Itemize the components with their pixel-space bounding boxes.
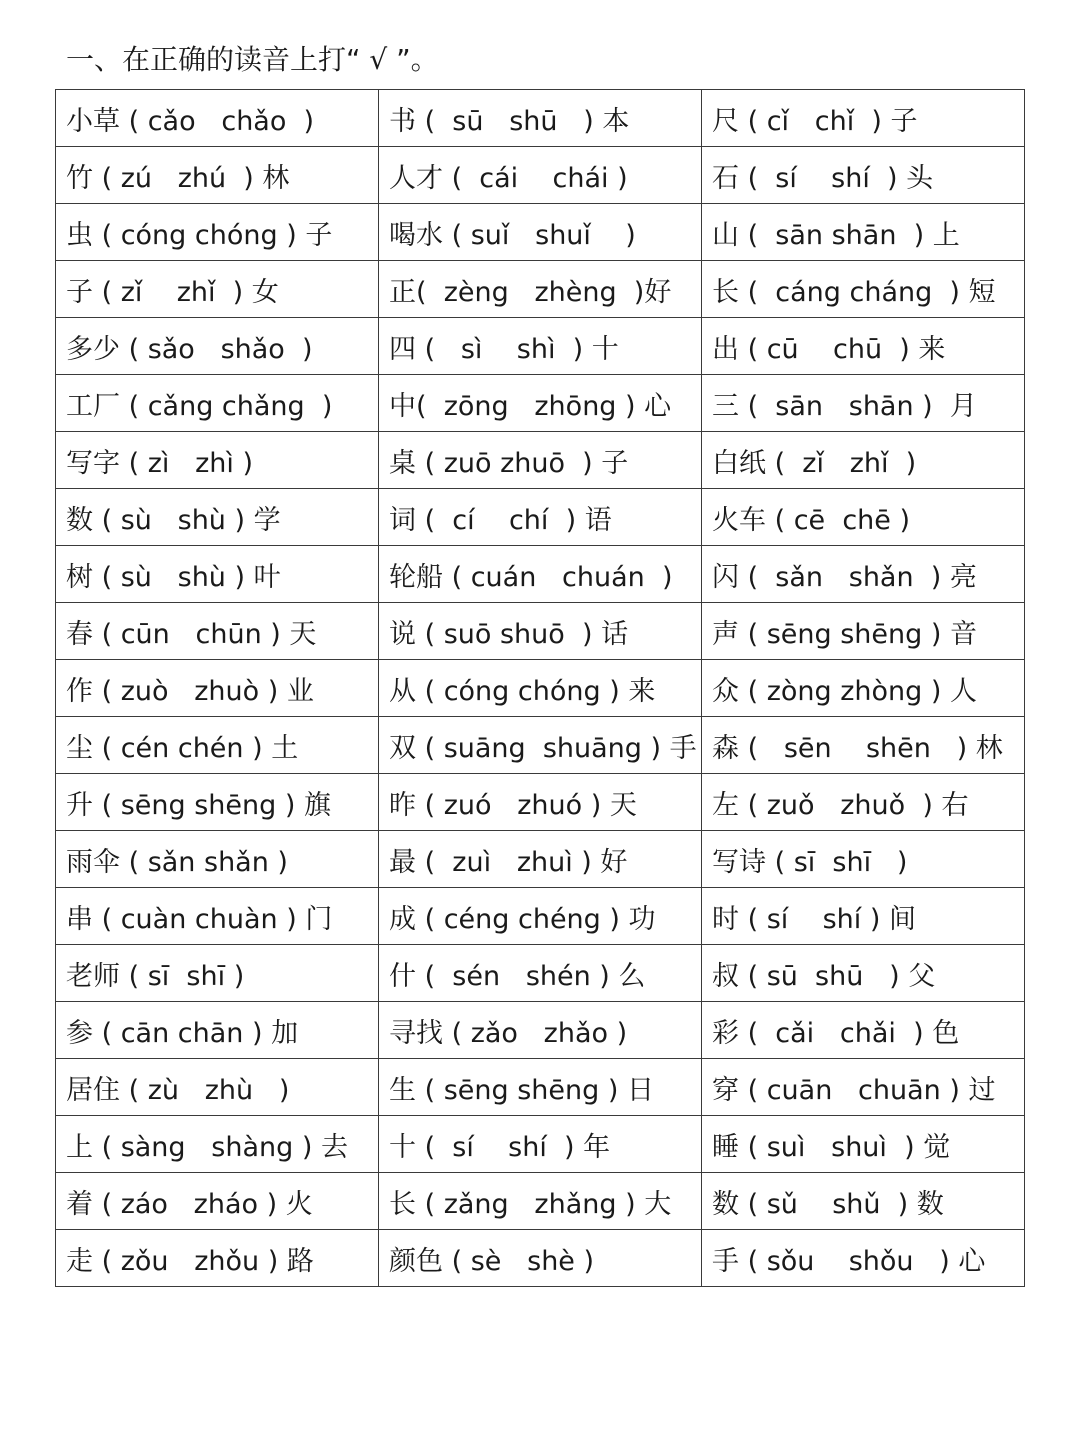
pinyin-cell: 叔 ( sū shū ) 父 [702,945,1025,1002]
table-row [56,945,1025,1002]
pinyin-cell: 小草 ( cǎo chǎo ) [56,90,379,147]
pinyin-cell: 写诗 ( sī shī ) [702,831,1025,888]
pinyin-cell: 石 ( sí shí ) 头 [702,147,1025,204]
pinyin-cell: 长 ( cáng cháng ) 短 [702,261,1025,318]
pinyin-cell: 火车 ( cē chē ) [702,489,1025,546]
pinyin-cell: 双 ( suāng shuāng ) 手 [379,717,702,774]
pinyin-cell: 数 ( sù shù ) 学 [56,489,379,546]
pinyin-cell: 生 ( sēng shēng ) 日 [379,1059,702,1116]
table-row [56,1173,1025,1230]
table-row [56,147,1025,204]
pinyin-cell: 桌 ( zuō zhuō ) 子 [379,432,702,489]
table-row [56,432,1025,489]
pinyin-cell: 什 ( sén shén ) 么 [379,945,702,1002]
pinyin-cell: 春 ( cūn chūn ) 天 [56,603,379,660]
pinyin-cell: 说 ( suō shuō ) 话 [379,603,702,660]
pinyin-cell: 树 ( sù shù ) 叶 [56,546,379,603]
pinyin-cell: 出 ( cū chū ) 来 [702,318,1025,375]
pinyin-cell: 喝水 ( suǐ shuǐ ) [379,204,702,261]
pinyin-cell: 数 ( sǔ shǔ ) 数 [702,1173,1025,1230]
pinyin-cell: 颜色 ( sè shè ) [379,1230,702,1287]
pinyin-cell: 三 ( sān shān ) 月 [702,375,1025,432]
pinyin-cell: 睡 ( suì shuì ) 觉 [702,1116,1025,1173]
pinyin-cell: 昨 ( zuó zhuó ) 天 [379,774,702,831]
table-row [56,261,1025,318]
pinyin-cell: 彩 ( cǎi chǎi ) 色 [702,1002,1025,1059]
pinyin-cell: 居住 ( zù zhù ) [56,1059,379,1116]
pinyin-cell: 山 ( sān shān ) 上 [702,204,1025,261]
pinyin-cell: 左 ( zuǒ zhuǒ ) 右 [702,774,1025,831]
table-row [56,1059,1025,1116]
table-row [56,660,1025,717]
pinyin-cell: 成 ( céng chéng ) 功 [379,888,702,945]
pinyin-cell: 串 ( cuàn chuàn ) 门 [56,888,379,945]
table-row [56,1230,1025,1287]
pinyin-cell: 多少 ( sǎo shǎo ) [56,318,379,375]
table-row [56,546,1025,603]
pinyin-cell: 升 ( sēng shēng ) 旗 [56,774,379,831]
pinyin-cell: 手 ( sǒu shǒu ) 心 [702,1230,1025,1287]
pinyin-cell: 正( zèng zhèng )好 [379,261,702,318]
pinyin-cell: 中( zōng zhōng ) 心 [379,375,702,432]
table-row [56,375,1025,432]
table-row [56,90,1025,147]
pinyin-cell: 写字 ( zì zhì ) [56,432,379,489]
pinyin-cell: 书 ( sū shū ) 本 [379,90,702,147]
pinyin-cell: 从 ( cóng chóng ) 来 [379,660,702,717]
pinyin-cell: 雨伞 ( sǎn shǎn ) [56,831,379,888]
table-row [56,717,1025,774]
pinyin-cell: 众 ( zòng zhòng ) 人 [702,660,1025,717]
pinyin-cell: 寻找 ( zǎo zhǎo ) [379,1002,702,1059]
table-row [56,1002,1025,1059]
pinyin-cell: 四 ( sì shì ) 十 [379,318,702,375]
pinyin-cell: 子 ( zǐ zhǐ ) 女 [56,261,379,318]
pinyin-cell: 作 ( zuò zhuò ) 业 [56,660,379,717]
pinyin-cell: 时 ( sí shí ) 间 [702,888,1025,945]
pinyin-table [55,89,1025,1287]
table-row [56,204,1025,261]
table-row [56,831,1025,888]
pinyin-cell: 着 ( záo zháo ) 火 [56,1173,379,1230]
pinyin-cell: 闪 ( sǎn shǎn ) 亮 [702,546,1025,603]
table-row [56,774,1025,831]
table-row [56,318,1025,375]
pinyin-cell: 尺 ( cǐ chǐ ) 子 [702,90,1025,147]
pinyin-cell: 工厂 ( cǎng chǎng ) [56,375,379,432]
pinyin-cell: 最 ( zuì zhuì ) 好 [379,831,702,888]
pinyin-cell: 森 ( sēn shēn ) 林 [702,717,1025,774]
table-row [56,888,1025,945]
pinyin-cell: 长 ( zǎng zhǎng ) 大 [379,1173,702,1230]
pinyin-cell: 词 ( cí chí ) 语 [379,489,702,546]
pinyin-cell: 尘 ( cén chén ) 土 [56,717,379,774]
pinyin-cell: 穿 ( cuān chuān ) 过 [702,1059,1025,1116]
table-row [56,603,1025,660]
pinyin-cell: 老师 ( sī shī ) [56,945,379,1002]
pinyin-cell: 竹 ( zú zhú ) 林 [56,147,379,204]
pinyin-cell: 走 ( zǒu zhǒu ) 路 [56,1230,379,1287]
pinyin-cell: 参 ( cān chān ) 加 [56,1002,379,1059]
exercise-title: 一、在正确的读音上打“ √ ”。 [66,43,439,76]
pinyin-cell: 虫 ( cóng chóng ) 子 [56,204,379,261]
table-row [56,1116,1025,1173]
pinyin-cell: 人才 ( cái chái ) [379,147,702,204]
pinyin-cell: 十 ( sí shí ) 年 [379,1116,702,1173]
pinyin-cell: 声 ( sēng shēng ) 音 [702,603,1025,660]
pinyin-cell: 上 ( sàng shàng ) 去 [56,1116,379,1173]
pinyin-cell: 白纸 ( zǐ zhǐ ) [702,432,1025,489]
table-row [56,489,1025,546]
pinyin-cell: 轮船 ( cuán chuán ) [379,546,702,603]
